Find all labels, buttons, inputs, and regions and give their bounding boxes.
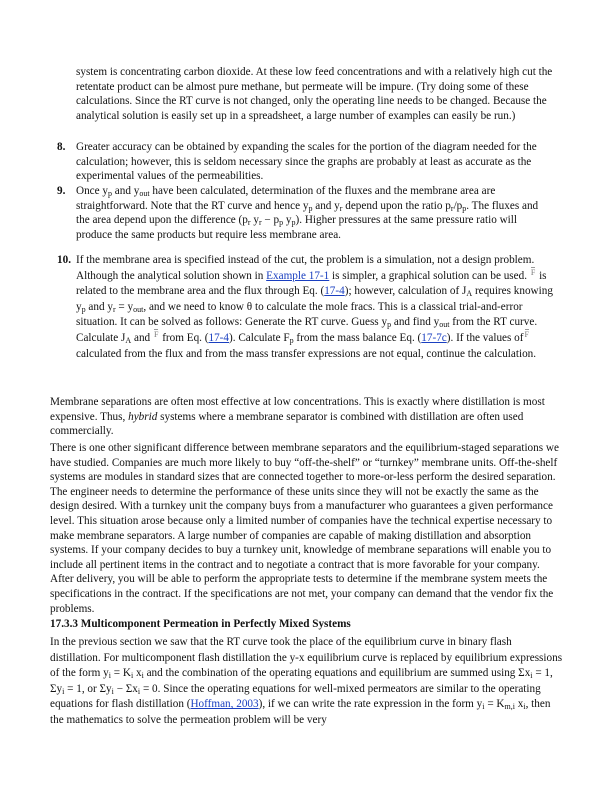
item-number: 9. — [57, 185, 66, 197]
example-17-1-link[interactable]: Example 17-1 — [266, 269, 330, 282]
paragraph-turnkey-units: There is one other significant difference between membrane separators and the equilibrium-staged separations we have studied. Companies are much more likely to buy “off-the-shelf” or “turnkey” membrane units. Off-the-shelf systems are modules in standard sizes that are connected together to more-or-less perform the desired separation. The engineer needs to determine the performance of these units since they will not be exactly the same as the design desired. With a turnkey unit the company buys from a manufacturer who guarantees a given performance level. This situation arose because only a limited number of companies have the technical expertise necessary to make membrane separators. A large number of companies are capable of making distillation and absorption systems. If your company decides to buy a turnkey unit, knowledge of membrane separations will enable you to include all pertinent items in the contract and to negotiate a contract that is more favorable for your company. After delivery, you will be able to perform the appropriate tests to determine if the membrane system meets the specifications in the contract. If the specifications are not met, your company can demand that the vendor fix the problems. — [50, 442, 559, 615]
list-item-9 — [57, 184, 554, 242]
eq-17-4-link[interactable]: 17-4 — [208, 331, 229, 344]
fp-symbol-icon: F — [153, 329, 159, 339]
list-item-8 — [57, 140, 554, 184]
eq-17-4-link[interactable]: 17-4 — [324, 285, 345, 298]
item-text: If the membrane area is specified instead of the cut, the problem is a simulation, not a design problem. Although the analytical solution shown in Example 17-1 is simpler, a graphical solution can be used. F is related to the membrane area and the flux through Eq. (17-4); however, calculation of $J_A$ requires knowing $y_p$ and $y_r = y_{out}$, and we need to know θ to calculate the mole fracs. This is a classical trial-and-error situation. It can be solved as follows: Generate the RT curve. Guess $y_p$ and find $y_{out}$ from the RT curve. Calculate $J_A$ and F from Eq. (17-4). Calculate $F_p$ from the mass balance Eq. (17-7c). If the values ofF calculated from the flux and from the mass transfer expressions are not equal, continue the calculation. — [76, 254, 553, 360]
section-heading: 17.3.3 Multicomponent Permeation in Perfectly Mixed Systems — [50, 618, 351, 630]
item-text: system is concentrating carbon dioxide. At these low feed concentrations and with a relatively high cut the retentate product can be almost pure methane, but permeate will be impure. (Try doing some of these calculations. Since the RT curve is not changed, only the operating line needs to be changed. Because the analytical solution is easily set up in a spreadsheet, a large number of examples can easily be run.) — [76, 66, 553, 122]
list-item-10 — [57, 253, 554, 362]
fp-symbol-icon: F — [530, 267, 536, 277]
eq-17-7c-link[interactable]: 17-7c — [421, 331, 447, 344]
paragraph-hybrid-systems: Membrane separations are often most effective at low concentrations. This is exactly where distillation is most expensive. Thus, hybrid systems where a membrane separator is combined with distillation are often used commercially. — [50, 396, 545, 438]
item-text: Once $y_p$ and $y_{out}$ have been calculated, determination of the fluxes and the membrane area are straightforward. Note that the RT curve and hence $y_p$ and $y_r$ depend upon the ratio $p_r/p_p$. The fluxes and the area depend upon the difference ($p_r$ $y_r - p_p$ $y_p$). Higher pressures at the same pressure ratio will produce the same products but require less membrane area. — [76, 185, 539, 241]
item-number: 8. — [57, 141, 66, 153]
hoffman-2003-link[interactable]: Hoffman, 2003 — [190, 698, 259, 711]
fp-symbol-icon: F — [524, 329, 529, 339]
item-number: 10. — [57, 254, 71, 266]
paragraph-multicomponent: In the previous section we saw that the RT curve took the place of the equilibrium curve in binary flash distillation. For multicomponent flash distillation the y-x equilibrium curve is replaced by equilibrium expressions of the form $y_i = K_i$ $x_i$ and the combination of the operating equations and equilibrium are summed using $\Sigma x_i = 1$, $\Sigma y_i = 1$, or $\Sigma y_i - \Sigma x_i = 0$. Since the operating equations for well-mixed permeators are similar to the operating equations for flash distillation (Hoffman, 2003), if we can write the rate expression in the form $y_i = K_{m,i}$ $x_i$, then the mathematics to solve the permeation problem will be very — [50, 636, 563, 726]
item-text: Greater accuracy can be obtained by expanding the scales for the portion of the diagram needed for the calculation; however, this is seldom necessary since the graphs are probably at least as accurate as the experimental values of the permeabilities. — [76, 141, 537, 183]
list-item-7-continuation — [76, 65, 554, 123]
